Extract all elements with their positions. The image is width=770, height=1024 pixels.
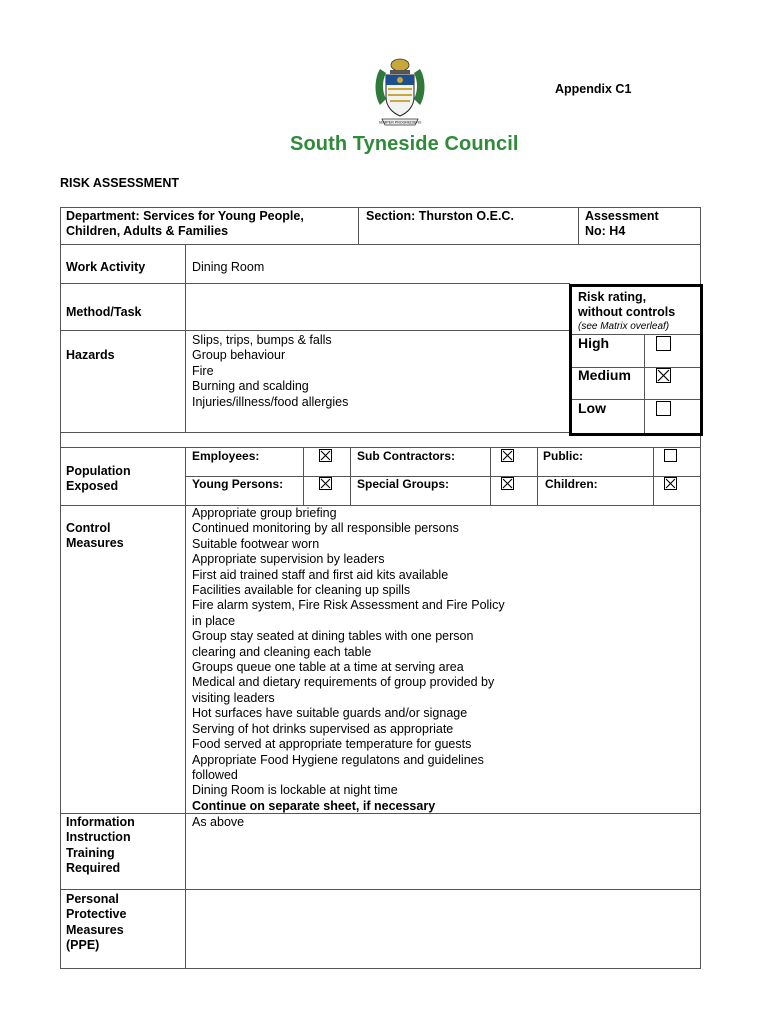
checked-x-icon <box>320 450 331 461</box>
information-label: Information Instruction Training Required <box>66 815 135 876</box>
control-measure-line: Serving of hot drinks supervised as appropriate <box>192 721 454 736</box>
crest-motto: SEMPER PROGREDIENS <box>378 120 422 125</box>
page-title: RISK ASSESSMENT <box>60 176 180 190</box>
checked-x-icon <box>657 369 670 382</box>
risk-level-low-label: Low <box>578 400 606 416</box>
population-children-checkbox[interactable] <box>664 477 677 490</box>
risk-rating-title: Risk rating, <box>578 290 647 304</box>
method-task-label: Method/Task <box>66 305 142 319</box>
risk-rating-title-line2: without controls <box>578 305 676 319</box>
population-employees-checkbox[interactable] <box>319 449 332 462</box>
risk-level-low-checkbox[interactable] <box>656 401 671 416</box>
control-measure-line: Continued monitoring by all responsible persons <box>192 521 459 536</box>
hazard-item: Group behaviour <box>192 348 286 363</box>
information-value: As above <box>192 815 245 829</box>
control-measure-line: Medical and dietary requirements of group provided by <box>192 675 495 690</box>
risk-level-medium-label: Medium <box>578 367 631 383</box>
control-measure-line: Facilities available for cleaning up spills <box>192 583 411 598</box>
control-measure-line: Fire alarm system, Fire Risk Assessment and Fire Policy <box>192 598 505 613</box>
population-young-persons-checkbox[interactable] <box>319 477 332 490</box>
ppe-label: Personal Protective Measures (PPE) <box>66 892 127 953</box>
control-measures-list <box>192 506 505 814</box>
control-measure-line: Food served at appropriate temperature for guests <box>192 737 472 752</box>
department-cell: Department: Services for Young People, Children, Adults & Families <box>66 209 304 239</box>
population-label: Population Exposed <box>66 464 131 494</box>
population-public-checkbox[interactable] <box>664 449 677 462</box>
work-activity-label: Work Activity <box>66 260 146 274</box>
population-public-label: Public: <box>543 449 584 463</box>
checked-x-icon <box>502 478 513 489</box>
control-measure-line: in place <box>192 613 236 628</box>
control-measure-line: Dining Room is lockable at night time <box>192 783 398 798</box>
hazard-item: Burning and scalding <box>192 379 309 394</box>
control-measure-line: Appropriate Food Hygiene regulatons and guidelines <box>192 752 484 767</box>
control-measure-line: Hot surfaces have suitable guards and/or signage <box>192 706 468 721</box>
risk-level-medium-checkbox[interactable] <box>656 368 671 383</box>
control-measure-line: First aid trained staff and first aid kits available <box>192 567 449 582</box>
work-activity-value: Dining Room <box>192 260 265 274</box>
control-measure-line: clearing and cleaning each table <box>192 644 372 659</box>
council-name: South Tyneside Council <box>290 133 519 155</box>
checked-x-icon <box>665 478 676 489</box>
assessment-number-cell: Assessment No: H4 <box>585 209 659 239</box>
risk-level-high-label: High <box>578 335 610 351</box>
control-measure-line: Suitable footwear worn <box>192 536 320 551</box>
population-young-persons-label: Young Persons: <box>192 477 284 491</box>
control-measure-line: Group stay seated at dining tables with one person <box>192 629 474 644</box>
control-measures-label: Control Measures <box>66 521 124 551</box>
risk-rating-subtitle: (see Matrix overleaf) <box>578 321 670 332</box>
population-subcontractors-label: Sub Contractors: <box>357 449 456 463</box>
continue-note: Continue on separate sheet, if necessary <box>192 798 436 813</box>
hazard-item: Slips, trips, bumps & falls <box>192 333 332 347</box>
checked-x-icon <box>502 450 513 461</box>
hazards-label: Hazards <box>66 348 115 362</box>
control-measure-line: Appropriate supervision by leaders <box>192 552 385 567</box>
council-crest-logo <box>372 55 428 129</box>
population-children-label: Children: <box>545 477 598 491</box>
control-measure-line: Groups queue one table at a time at serving area <box>192 660 464 675</box>
appendix-label: Appendix C1 <box>555 82 632 96</box>
population-subcontractors-checkbox[interactable] <box>501 449 514 462</box>
population-special-groups-label: Special Groups: <box>357 477 450 491</box>
hazard-item: Fire <box>192 363 214 378</box>
population-employees-label: Employees: <box>192 449 260 463</box>
hazard-item: Injuries/illness/food allergies <box>192 394 349 409</box>
control-measure-line: Appropriate group briefing <box>192 506 337 520</box>
risk-level-high-checkbox[interactable] <box>656 336 671 351</box>
control-measure-line: followed <box>192 767 238 782</box>
risk-rating-box <box>569 284 703 436</box>
checked-x-icon <box>320 478 331 489</box>
control-measure-line: visiting leaders <box>192 690 275 705</box>
population-special-groups-checkbox[interactable] <box>501 477 514 490</box>
hazards-list <box>192 333 348 410</box>
section-cell: Section: Thurston O.E.C. <box>366 209 514 223</box>
